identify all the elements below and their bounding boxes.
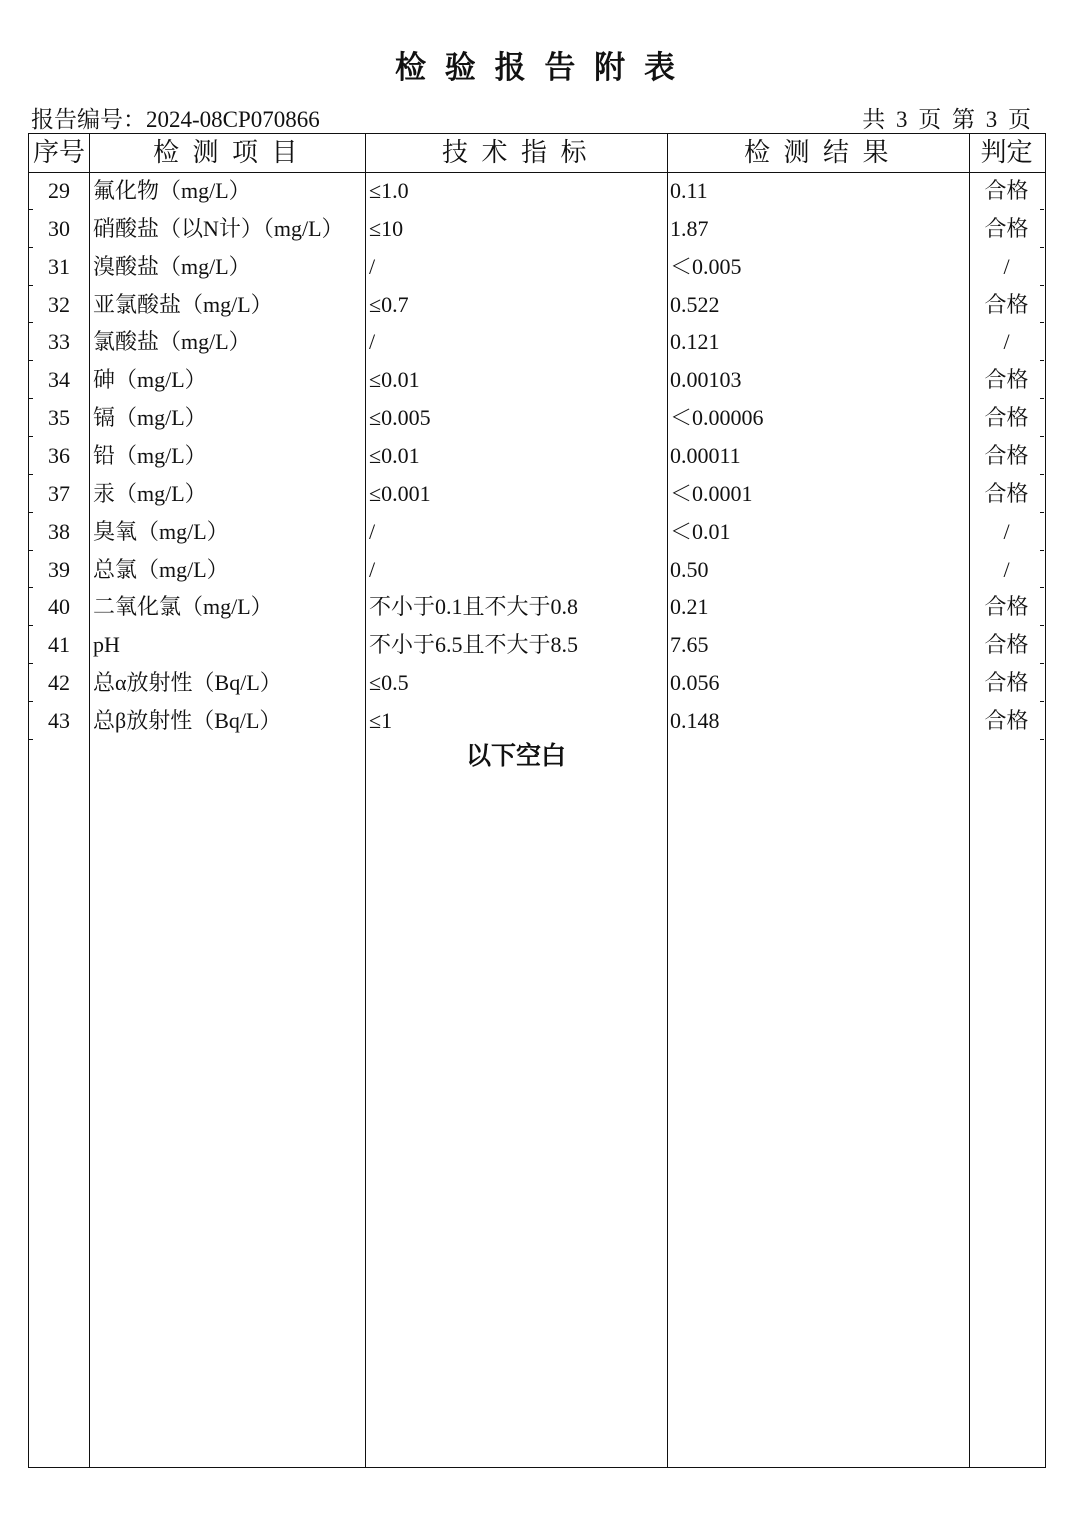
table-row — [29, 286, 1044, 324]
cell-item: 氟化物（mg/L） — [93, 178, 251, 203]
cell-result: ＜0.01 — [670, 518, 731, 544]
cell-item: 总α放射性（Bq/L） — [93, 670, 282, 696]
cell-spec: ≤0.01 — [369, 443, 420, 469]
table-row — [29, 210, 1044, 248]
cell-seq: 33 — [48, 329, 70, 355]
cell-item: 亚氯酸盐（mg/L） — [93, 291, 273, 317]
cell-spec: / — [369, 329, 376, 355]
header-item: 检 测 项 目 — [152, 138, 301, 167]
cell-spec: ≤0.001 — [369, 480, 431, 506]
cell-seq: 32 — [48, 291, 70, 317]
cell-result: 0.21 — [670, 594, 709, 620]
header-spec: 技 术 指 标 — [441, 138, 590, 167]
cell-item: 溴酸盐（mg/L） — [93, 253, 251, 279]
cell-item: 砷（mg/L） — [93, 367, 207, 393]
column-divider — [667, 134, 668, 1467]
table-row — [29, 248, 1044, 286]
cell-result: 0.00011 — [670, 443, 741, 469]
header-seq: 序号 — [32, 138, 85, 167]
cell-spec: ≤1.0 — [369, 178, 409, 203]
cell-result: 0.148 — [670, 708, 720, 734]
cell-result: 0.11 — [670, 178, 708, 203]
cell-item: 汞（mg/L） — [93, 480, 207, 506]
end-note: 以下空白 — [465, 740, 566, 770]
cell-result: 7.65 — [670, 632, 709, 658]
report-title: 检 验 报 告 附 表 — [395, 50, 679, 86]
cell-verdict: / — [1003, 253, 1010, 279]
cell-result: 0.522 — [670, 291, 720, 317]
cell-seq: 30 — [48, 215, 70, 241]
column-divider — [365, 134, 366, 1467]
cell-seq: 35 — [48, 405, 70, 431]
cell-spec: ≤0.01 — [369, 367, 420, 393]
cell-seq: 36 — [48, 443, 70, 469]
cell-verdict: 合格 — [984, 594, 1029, 620]
cell-verdict: / — [1003, 556, 1010, 582]
cell-result: 0.50 — [670, 556, 709, 582]
cell-seq: 34 — [48, 367, 70, 393]
cell-verdict: 合格 — [984, 632, 1029, 658]
cell-verdict: 合格 — [984, 291, 1029, 317]
table-row — [29, 323, 1044, 361]
cell-verdict: 合格 — [984, 215, 1029, 241]
cell-item: 总氯（mg/L） — [93, 556, 229, 582]
report-number: 报告编号：2024-08CP070866 — [31, 107, 320, 132]
cell-seq: 42 — [48, 670, 70, 696]
cell-result: ＜0.0001 — [670, 480, 753, 506]
table-row — [29, 399, 1044, 437]
cell-item: 硝酸盐（以N计）（mg/L） — [93, 215, 344, 241]
cell-item: 氯酸盐（mg/L） — [93, 329, 251, 355]
cell-item: 二氧化氯（mg/L） — [93, 594, 273, 620]
cell-verdict: 合格 — [984, 178, 1029, 203]
cell-result: 0.121 — [670, 329, 720, 355]
cell-seq: 37 — [48, 480, 70, 506]
cell-spec: ≤1 — [369, 708, 393, 734]
cell-result: ＜0.00006 — [670, 405, 764, 431]
cell-item: pH — [93, 632, 120, 658]
cell-verdict: 合格 — [984, 708, 1029, 734]
cell-spec: / — [369, 253, 376, 279]
table-row — [29, 588, 1044, 626]
cell-seq: 41 — [48, 632, 70, 658]
table-row — [29, 551, 1044, 589]
cell-seq: 43 — [48, 708, 70, 734]
cell-spec: 不小于6.5且不大于8.5 — [369, 632, 579, 658]
cell-spec: 不小于0.1且不大于0.8 — [369, 594, 579, 620]
cell-seq: 38 — [48, 518, 70, 544]
cell-verdict: / — [1003, 329, 1010, 355]
cell-seq: 31 — [48, 253, 70, 279]
cell-verdict: 合格 — [984, 443, 1029, 469]
cell-spec: ≤0.7 — [369, 291, 409, 317]
column-divider — [969, 134, 970, 1467]
header-result: 检 测 结 果 — [743, 138, 892, 167]
cell-result: 1.87 — [670, 215, 709, 241]
cell-result: 0.00103 — [670, 367, 742, 393]
table-row — [29, 664, 1044, 702]
header-verdict: 判定 — [980, 138, 1033, 167]
table-row — [29, 513, 1044, 551]
cell-verdict: 合格 — [984, 670, 1029, 696]
cell-result: ＜0.005 — [670, 253, 742, 279]
cell-seq: 40 — [48, 594, 70, 620]
cell-seq: 29 — [48, 178, 70, 203]
page-info: 共 3 页 第 3 页 — [862, 107, 1031, 132]
cell-item: 臭氧（mg/L） — [93, 518, 229, 544]
cell-spec: ≤10 — [369, 215, 404, 241]
cell-result: 0.056 — [670, 670, 720, 696]
cell-verdict: 合格 — [984, 480, 1029, 506]
table-header — [29, 134, 1044, 172]
table-row — [29, 475, 1044, 513]
cell-seq: 39 — [48, 556, 70, 582]
cell-verdict: / — [1003, 518, 1010, 544]
table-row — [29, 172, 1044, 210]
cell-item: 总β放射性（Bq/L） — [93, 708, 282, 734]
cell-verdict: 合格 — [984, 367, 1029, 393]
cell-spec: ≤0.005 — [369, 405, 431, 431]
table-row — [29, 361, 1044, 399]
table-row — [29, 702, 1044, 740]
results-table — [28, 133, 1046, 1468]
cell-verdict: 合格 — [984, 405, 1029, 431]
table-row — [29, 626, 1044, 664]
cell-spec: ≤0.5 — [369, 670, 409, 696]
cell-item: 铅（mg/L） — [93, 443, 207, 469]
cell-spec: / — [369, 518, 376, 544]
column-divider — [89, 134, 90, 1467]
cell-spec: / — [369, 556, 376, 582]
table-row — [29, 437, 1044, 475]
cell-item: 镉（mg/L） — [93, 405, 207, 431]
